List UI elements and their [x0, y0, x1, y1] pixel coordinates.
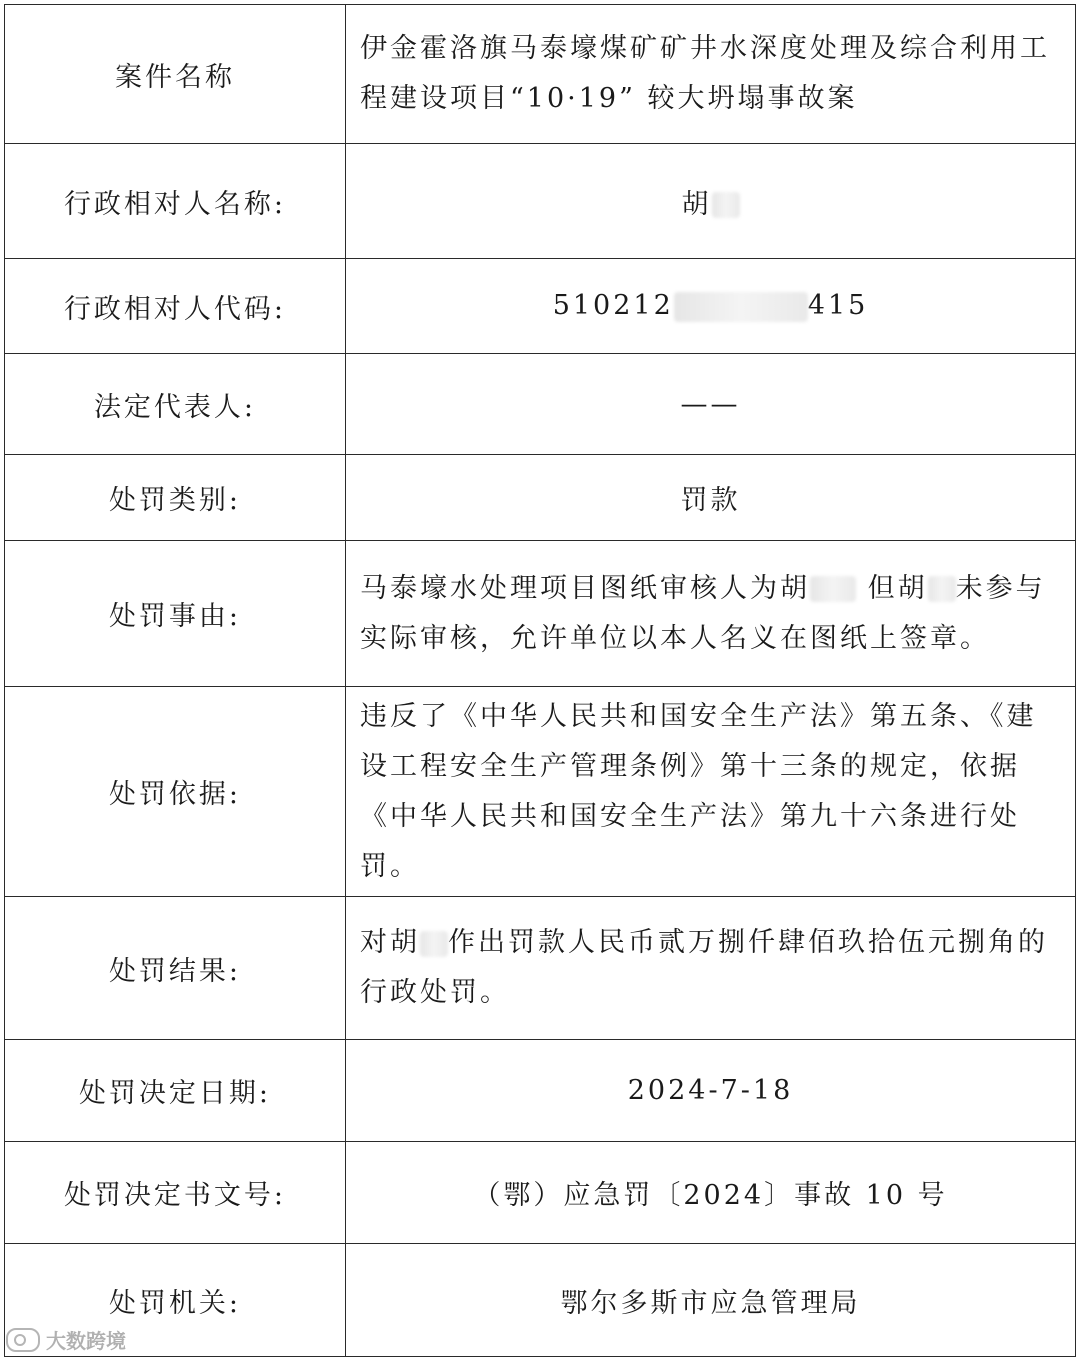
- row-party-code: [5, 259, 1076, 354]
- penalty-info-table: [4, 4, 1076, 1357]
- label-decision-number: 处罚决定书文号:: [5, 1142, 346, 1244]
- result-part-2: 作出罚款人民币贰万捌仟肆佰玖拾伍元捌角的行政处罚。: [360, 927, 1048, 1008]
- row-decision-date: [5, 1040, 1076, 1142]
- value-case-name: 伊金霍洛旗马泰壕煤矿矿井水深度处理及综合利用工程建设项目“10·19” 较大坍塌事故案: [346, 5, 1076, 144]
- row-case-name: [5, 5, 1076, 144]
- watermark: [6, 1325, 126, 1354]
- brand-logo-icon: [6, 1328, 40, 1352]
- redaction-blur: [712, 192, 740, 218]
- value-penalty-result: [346, 897, 1076, 1040]
- watermark-text: 大数跨境: [46, 1329, 126, 1353]
- label-case-name: 案件名称: [5, 5, 346, 144]
- row-penalty-basis: [5, 687, 1076, 897]
- row-authority: [5, 1244, 1076, 1357]
- reason-part-2: 但胡: [867, 572, 928, 604]
- label-party-code: 行政相对人代码:: [5, 259, 346, 354]
- value-penalty-type: 罚款: [346, 455, 1076, 541]
- label-decision-date: 处罚决定日期:: [5, 1040, 346, 1142]
- redaction-blur: [420, 931, 448, 957]
- party-code-suffix: 415: [807, 290, 869, 322]
- label-penalty-reason: 处罚事由:: [5, 541, 346, 687]
- party-code-prefix: 510212: [552, 290, 674, 322]
- value-party-name: [346, 144, 1076, 259]
- value-decision-date: 2024-7-18: [346, 1040, 1076, 1142]
- row-penalty-reason: [5, 541, 1076, 687]
- party-name-visible: 胡: [681, 188, 712, 220]
- reason-part-1: 马泰壕水处理项目图纸审核人为胡: [360, 572, 810, 604]
- row-party-name: [5, 144, 1076, 259]
- row-penalty-result: [5, 897, 1076, 1040]
- value-penalty-reason: [346, 541, 1076, 687]
- row-legal-rep: [5, 354, 1076, 455]
- value-legal-rep: ——: [346, 354, 1076, 455]
- value-party-code: [346, 259, 1076, 354]
- label-penalty-result: 处罚结果:: [5, 897, 346, 1040]
- value-decision-number: （鄂）应急罚〔2024〕事故 10 号: [346, 1142, 1076, 1244]
- result-part-1: 对胡: [360, 927, 420, 958]
- row-decision-number: [5, 1142, 1076, 1244]
- label-party-name: 行政相对人名称:: [5, 144, 346, 259]
- label-penalty-type: 处罚类别:: [5, 455, 346, 541]
- redaction-blur: [810, 576, 856, 602]
- redaction-blur: [928, 576, 956, 602]
- reason-part-3: 未参与实际审核，允许单位以本人名义在图纸上签章。: [360, 572, 1046, 654]
- value-authority: 鄂尔多斯市应急管理局: [346, 1244, 1076, 1357]
- label-penalty-basis: 处罚依据:: [5, 687, 346, 897]
- row-penalty-type: [5, 455, 1076, 541]
- label-legal-rep: 法定代表人:: [5, 354, 346, 455]
- value-penalty-basis: 违反了《中华人民共和国安全生产法》第五条、《建设工程安全生产管理条例》第十三条的规定，依据《中华人民共和国安全生产法》第九十六条进行处罚。: [346, 687, 1076, 897]
- redaction-blur: [674, 292, 808, 322]
- label-authority: 处罚机关:: [5, 1244, 346, 1357]
